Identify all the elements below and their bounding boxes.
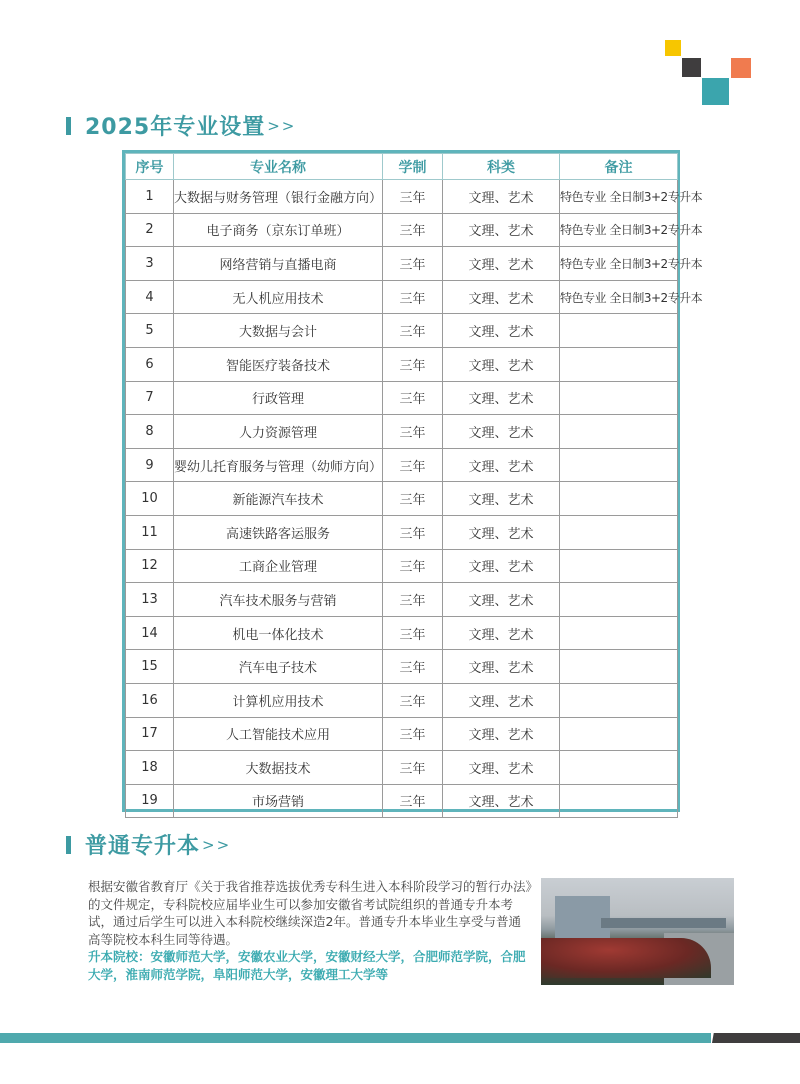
majors-section-title: 2025年专业设置 [85,115,266,140]
majors-section-heading [66,110,296,141]
cell-major-name: 机电一体化技术 [174,616,383,650]
cell-category: 文理、艺术 [443,280,560,314]
cell-note [560,583,678,617]
campus-gate-photo [541,878,734,985]
cell-major-name: 高速铁路客运服务 [174,515,383,549]
cell-duration: 三年 [383,448,443,482]
cell-category: 文理、艺术 [443,247,560,281]
double-chevron-icon: >> [202,835,232,854]
cell-duration: 三年 [383,213,443,247]
cell-category: 文理、艺术 [443,213,560,247]
cell-duration: 三年 [383,347,443,381]
footer-bar-teal [0,1033,711,1043]
cell-duration: 三年 [383,482,443,516]
table-row [126,213,678,247]
cell-note [560,717,678,751]
table-row [126,717,678,751]
table-row [126,448,678,482]
cell-no: 15 [126,650,174,684]
cell-no: 1 [126,180,174,214]
cell-no: 7 [126,381,174,415]
cell-duration: 三年 [383,280,443,314]
cell-duration: 三年 [383,583,443,617]
table-row [126,751,678,785]
table-row [126,347,678,381]
cell-note [560,448,678,482]
cell-category: 文理、艺术 [443,515,560,549]
table-row [126,683,678,717]
table-row [126,515,678,549]
header-category: 科类 [443,154,560,180]
cell-no: 4 [126,280,174,314]
cell-duration: 三年 [383,515,443,549]
cell-note [560,616,678,650]
cell-category: 文理、艺术 [443,650,560,684]
table-row [126,549,678,583]
cell-category: 文理、艺术 [443,381,560,415]
cell-category: 文理、艺术 [443,347,560,381]
cell-category: 文理、艺术 [443,683,560,717]
header-note: 备注 [560,154,678,180]
decorative-square-yellow [665,40,681,56]
cell-category: 文理、艺术 [443,482,560,516]
cell-note [560,751,678,785]
cell-duration: 三年 [383,180,443,214]
double-chevron-icon: >> [267,116,297,135]
table-row [126,314,678,348]
table-row [126,482,678,516]
cell-note: 特色专业 全日制3+2专升本 [560,280,678,314]
table-row [126,381,678,415]
cell-major-name: 汽车技术服务与营销 [174,583,383,617]
cell-no: 18 [126,751,174,785]
cell-note [560,515,678,549]
cell-duration: 三年 [383,549,443,583]
upgrade-section-title: 普通专升本 [85,834,201,859]
table-row [126,415,678,449]
table-row [126,280,678,314]
cell-category: 文理、艺术 [443,784,560,818]
cell-duration: 三年 [383,717,443,751]
cell-note [560,482,678,516]
decorative-square-teal [702,78,729,105]
cell-duration: 三年 [383,784,443,818]
cell-note [560,650,678,684]
cell-no: 14 [126,616,174,650]
cell-no: 12 [126,549,174,583]
table-row [126,247,678,281]
cell-major-name: 人工智能技术应用 [174,717,383,751]
header-duration: 学制 [383,154,443,180]
cell-major-name: 市场营销 [174,784,383,818]
cell-no: 5 [126,314,174,348]
cell-major-name: 行政管理 [174,381,383,415]
table-header-row [126,154,678,180]
decorative-square-dark [682,58,701,77]
heading-bar-icon [66,117,71,135]
cell-duration: 三年 [383,751,443,785]
cell-category: 文理、艺术 [443,717,560,751]
cell-note: 特色专业 全日制3+2专升本 [560,180,678,214]
cell-no: 9 [126,448,174,482]
cell-major-name: 无人机应用技术 [174,280,383,314]
cell-note [560,347,678,381]
cell-no: 2 [126,213,174,247]
upgrade-schools: 升本院校：安徽师范大学，安徽农业大学，安徽财经大学，合肥师范学院，合肥大学，淮南师范学院，阜阳师范大学，安徽理工大学等 [88,949,526,982]
cell-category: 文理、艺术 [443,583,560,617]
cell-no: 19 [126,784,174,818]
header-major-name: 专业名称 [174,154,383,180]
cell-duration: 三年 [383,247,443,281]
cell-note [560,314,678,348]
upgrade-paragraph: 根据安徽省教育厅《关于我省推荐选拔优秀专科生进入本科阶段学习的暂行办法》的文件规定，专科院校应届毕业生可以参加安徽省考试院组织的普通专升本考试，通过后学生可以进入本科院校继续深造2年。普通专升本毕业生享受与普通高等院校本科生同等待遇。 [88,879,532,947]
cell-no: 11 [126,515,174,549]
header-no: 序号 [126,154,174,180]
cell-duration: 三年 [383,415,443,449]
table-row [126,616,678,650]
cell-category: 文理、艺术 [443,180,560,214]
cell-duration: 三年 [383,650,443,684]
table-row [126,784,678,818]
cell-category: 文理、艺术 [443,314,560,348]
cell-duration: 三年 [383,381,443,415]
cell-note [560,549,678,583]
cell-duration: 三年 [383,616,443,650]
cell-major-name: 电子商务（京东订单班） [174,213,383,247]
cell-category: 文理、艺术 [443,616,560,650]
cell-duration: 三年 [383,314,443,348]
table-row [126,650,678,684]
cell-major-name: 汽车电子技术 [174,650,383,684]
cell-no: 6 [126,347,174,381]
cell-note [560,381,678,415]
cell-major-name: 人力资源管理 [174,415,383,449]
cell-category: 文理、艺术 [443,549,560,583]
cell-no: 3 [126,247,174,281]
cell-major-name: 新能源汽车技术 [174,482,383,516]
cell-category: 文理、艺术 [443,751,560,785]
table-row [126,583,678,617]
cell-no: 16 [126,683,174,717]
cell-major-name: 大数据与会计 [174,314,383,348]
majors-table [122,150,703,812]
cell-no: 10 [126,482,174,516]
upgrade-section-heading [66,829,231,860]
cell-major-name: 工商企业管理 [174,549,383,583]
cell-note [560,415,678,449]
cell-no: 17 [126,717,174,751]
cell-note [560,784,678,818]
cell-no: 8 [126,415,174,449]
cell-note: 特色专业 全日制3+2专升本 [560,213,678,247]
cell-no: 13 [126,583,174,617]
cell-duration: 三年 [383,683,443,717]
cell-major-name: 网络营销与直播电商 [174,247,383,281]
cell-category: 文理、艺术 [443,448,560,482]
cell-major-name: 大数据技术 [174,751,383,785]
photo-gate [601,918,726,928]
upgrade-intro [88,878,533,983]
table-row [126,180,678,214]
decorative-square-orange [731,58,751,78]
cell-note: 特色专业 全日制3+2专升本 [560,247,678,281]
heading-bar-icon [66,836,71,854]
cell-note [560,683,678,717]
footer-bar-dark [712,1033,800,1043]
cell-category: 文理、艺术 [443,415,560,449]
photo-flowerbed [541,938,711,978]
cell-major-name: 大数据与财务管理（银行金融方向） [174,180,383,214]
cell-major-name: 智能医疗装备技术 [174,347,383,381]
cell-major-name: 计算机应用技术 [174,683,383,717]
cell-major-name: 婴幼儿托育服务与管理（幼师方向） [174,448,383,482]
